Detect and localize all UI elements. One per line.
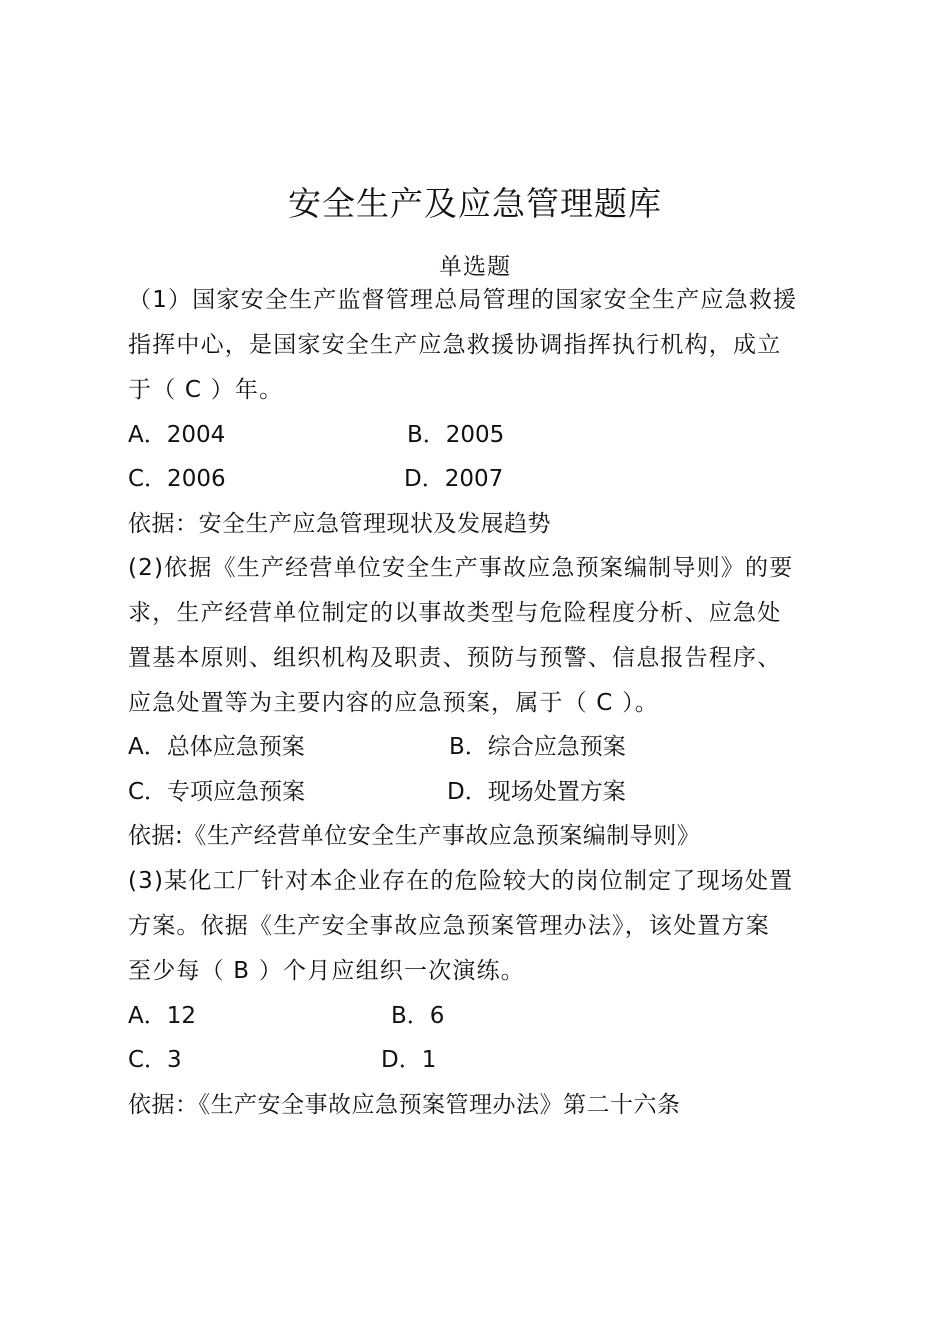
section-heading: 单选题 (439, 254, 511, 280)
question-1-option-a: A．2004 (128, 422, 226, 448)
question-2-option-d: D．现场处置方案 (447, 779, 626, 805)
question-3-line-2: 方案。依据《生产安全事故应急预案管理办法》，该处置方案 (128, 913, 770, 939)
question-2-line-2: 求，生产经营单位制定的以事故类型与危险程度分析、应急处 (128, 600, 782, 626)
question-1-basis: 依据：安全生产应急管理现状及发展趋势 (128, 511, 551, 537)
question-3-basis: 依据：《生产安全事故应急预案管理办法》第二十六条 (128, 1092, 681, 1118)
question-2-line-3: 置基本原则、组织机构及职责、预防与预警、信息报告程序、 (128, 645, 782, 671)
question-3-line-3: 至少每（ B ）个月应组织一次演练。 (128, 958, 526, 984)
question-2-option-b: B．综合应急预案 (449, 734, 626, 760)
question-3-option-b: B．6 (391, 1003, 445, 1029)
question-3-option-c: C．3 (128, 1047, 182, 1073)
question-2-basis: 依据:《生产经营单位安全生产事故应急预案编制导则》 (128, 823, 701, 849)
question-1-line-1: （1）国家安全生产监督管理总局管理的国家安全生产应急救援 (128, 287, 798, 313)
question-1-option-c: C．2006 (128, 466, 226, 492)
question-3-option-d: D．1 (381, 1047, 437, 1073)
question-1-option-d: D．2007 (404, 466, 504, 492)
question-1-line-2: 指挥中心，是国家安全生产应急救援协调指挥执行机构，成立 (128, 332, 782, 358)
document-title: 安全生产及应急管理题库 (288, 184, 662, 223)
question-3-option-a: A．12 (128, 1003, 197, 1029)
question-2-line-1: (2)依据《生产经营单位安全生产事故应急预案编制导则》的要 (128, 555, 794, 581)
question-2-option-c: C．专项应急预案 (128, 779, 306, 805)
question-2-option-a: A．总体应急预案 (128, 734, 305, 760)
question-2-line-4: 应急处置等为主要内容的应急预案，属于（ C ）。 (128, 690, 659, 716)
question-1-line-3: 于（ C ）年。 (128, 377, 284, 403)
question-1-option-b: B．2005 (407, 422, 505, 448)
question-3-line-1: (3)某化工厂针对本企业存在的危险较大的岗位制定了现场处置 (128, 868, 794, 894)
